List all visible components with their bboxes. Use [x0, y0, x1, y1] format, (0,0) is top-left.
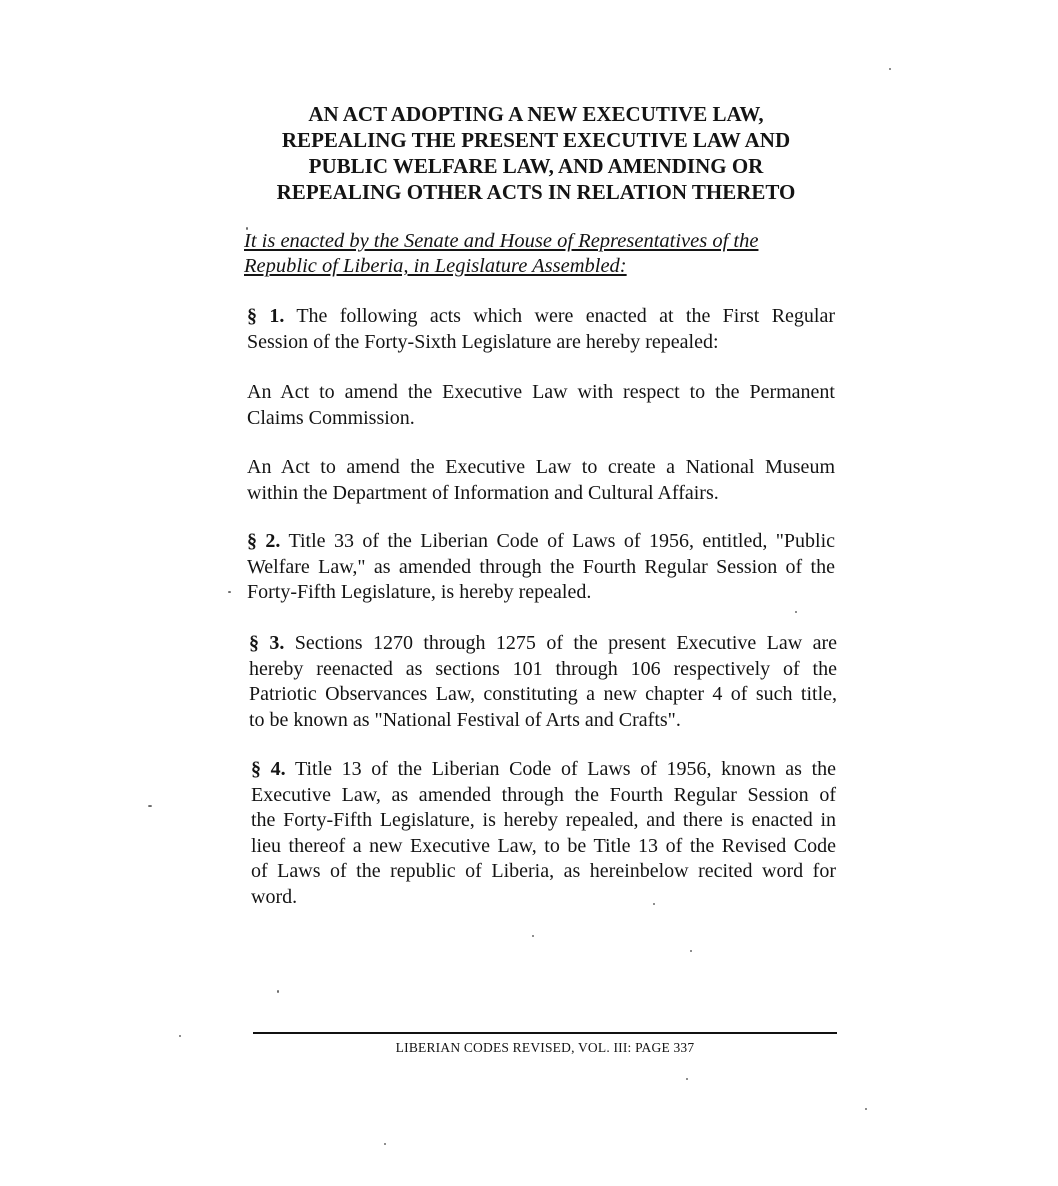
- scan-speck: [228, 591, 231, 593]
- section-line: [249, 631, 837, 657]
- act-line: Claims Commission.: [247, 406, 415, 429]
- section-line: Session of the Forty-Sixth Legislature are hereby repealed:: [247, 330, 719, 353]
- scan-speck: [384, 1143, 386, 1145]
- section-line: Patriotic Observances Law, constituting a new chapter 4 of such title,: [249, 683, 837, 705]
- scan-speck: [795, 611, 797, 613]
- scan-speck: [246, 227, 248, 230]
- section-line: to be known as "National Festival of Arts and Crafts".: [249, 708, 681, 731]
- title-line: AN ACT ADOPTING A NEW EXECUTIVE LAW,: [308, 102, 764, 126]
- enacting-line: It is enacted by the Senate and House of Representatives of the: [244, 230, 759, 252]
- section-text: Title 13 of the Liberian Code of Laws of 1956, known as the: [294, 758, 837, 780]
- section-line: Executive Law, as amended through the Fourth Regular Session of: [251, 783, 836, 806]
- scan-speck: [532, 935, 534, 937]
- section-line: word.: [251, 885, 298, 908]
- scan-speck: [179, 1035, 181, 1037]
- section-line: [247, 529, 835, 555]
- section-line: hereby reenacted as sections 101 through 106 respectively of the: [249, 657, 837, 680]
- title-line: PUBLIC WELFARE LAW, AND AMENDING OR: [308, 154, 764, 178]
- section-line: Forty-Fifth Legislature, is hereby repealed.: [247, 581, 592, 603]
- scan-speck: [277, 990, 279, 993]
- section-2: [247, 529, 835, 606]
- section-text: The following acts which were enacted at the First Regular: [296, 305, 836, 327]
- scan-speck: [889, 68, 891, 70]
- section-1: [247, 304, 835, 355]
- section-3: [249, 631, 837, 733]
- repealed-act-2: [247, 455, 835, 506]
- scan-speck: [865, 1108, 867, 1110]
- section-line: [251, 757, 836, 783]
- act-line: An Act to amend the Executive Law to create a National Museum: [247, 456, 835, 478]
- footer-divider: [253, 1032, 837, 1034]
- section-marker: § 2.: [247, 530, 281, 552]
- section-marker: § 3.: [249, 632, 285, 654]
- section-line: lieu thereof a new Executive Law, to be Title 13 of the Revised Code: [251, 834, 836, 857]
- section-marker: § 4.: [251, 758, 286, 780]
- scan-speck: [690, 950, 692, 952]
- section-4: [251, 757, 836, 910]
- page-footer: LIBERIAN CODES REVISED, VOL. III: PAGE 337: [395, 1040, 695, 1055]
- act-title: [236, 101, 836, 205]
- repealed-act-1: [247, 380, 835, 431]
- section-line: the Forty-Fifth Legislature, is hereby repealed, and there is enacted in: [251, 809, 836, 831]
- section-line: Welfare Law," as amended through the Fourth Regular Session of the: [247, 555, 835, 578]
- scan-speck: [148, 805, 152, 807]
- act-line: An Act to amend the Executive Law with respect to the Permanent: [247, 381, 835, 403]
- section-line: [247, 304, 835, 330]
- title-line: REPEALING OTHER ACTS IN RELATION THERETO: [276, 180, 796, 204]
- section-line: of Laws of the republic of Liberia, as hereinbelow recited word for: [251, 860, 836, 882]
- title-line: REPEALING THE PRESENT EXECUTIVE LAW AND: [281, 128, 791, 152]
- section-text: Title 33 of the Liberian Code of Laws of 1956, entitled, "Public: [288, 530, 836, 552]
- enacting-clause: [244, 229, 834, 279]
- section-marker: § 1.: [247, 305, 285, 327]
- enacting-line: Republic of Liberia, in Legislature Assembled:: [244, 255, 627, 277]
- scan-speck: [686, 1078, 688, 1080]
- act-line: within the Department of Information and Cultural Affairs.: [247, 481, 719, 504]
- section-text: Sections 1270 through 1275 of the present Executive Law are: [294, 632, 838, 654]
- scan-speck: [653, 903, 655, 905]
